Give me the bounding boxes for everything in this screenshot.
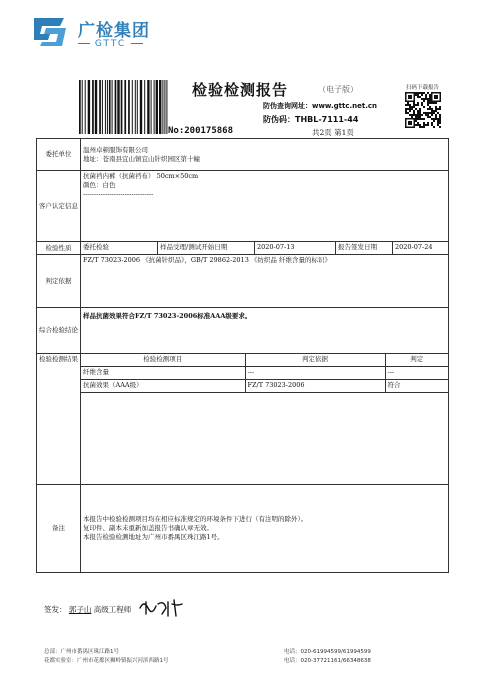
qr-module <box>439 122 441 124</box>
qr-module <box>431 112 433 114</box>
barcode-stripe <box>137 80 138 134</box>
qr-module <box>439 116 441 118</box>
barcode-stripe <box>140 80 142 134</box>
row-remarks <box>37 485 449 573</box>
barcode-stripe <box>128 80 130 134</box>
barcode-stripe <box>112 80 113 134</box>
qr-module <box>413 110 415 112</box>
anti-fake-site: 防伪查询网址：www.gttc.net.cn <box>263 102 377 110</box>
qr-module <box>419 92 421 94</box>
qr-module <box>417 96 419 98</box>
qr-module <box>425 94 427 96</box>
qr-module <box>433 120 435 122</box>
qr-module <box>435 118 437 120</box>
qr-module <box>427 114 429 116</box>
qr-module <box>429 112 431 114</box>
client-value: 温州卓顿服饰有限公司 地址：苍南县宜山镇宜山针织园区第十幢 <box>81 139 449 171</box>
qr-module <box>435 106 437 108</box>
qr-module <box>415 124 417 126</box>
qr-module <box>415 104 417 106</box>
qr-module <box>434 95 438 99</box>
qr-code[interactable] <box>405 92 441 128</box>
qr-module <box>417 94 419 96</box>
barcode-stripe <box>92 80 94 134</box>
results-table <box>81 354 448 393</box>
qr-module <box>421 94 423 96</box>
qr-module <box>411 108 413 110</box>
qr-module <box>409 114 411 116</box>
qr-module <box>417 114 419 116</box>
row-client <box>37 139 449 171</box>
page-count: 共2页 第1页 <box>312 128 354 137</box>
qr-module <box>423 106 425 108</box>
qr-module <box>411 116 413 118</box>
qr-module <box>439 120 441 122</box>
qr-module <box>421 126 423 128</box>
row-conclusion <box>37 308 449 354</box>
qr-module <box>431 110 433 112</box>
qr-module <box>421 92 423 94</box>
barcode-stripe <box>144 80 145 134</box>
qr-module <box>439 108 441 110</box>
qr-module <box>433 110 435 112</box>
qr-module <box>419 108 421 110</box>
signer-name: 郭子山 <box>68 605 92 614</box>
qr-module <box>405 108 407 110</box>
handwritten-signature <box>138 598 184 618</box>
barcode-stripe <box>147 80 149 134</box>
row-sample <box>37 171 449 242</box>
sample-value: 抗菌裆内裤（抗菌裆布） 50cm×50cm 颜色：白色 -------------------------------- <box>81 171 449 242</box>
qr-module <box>423 124 425 126</box>
qr-module <box>417 112 419 114</box>
logo-text: 广检集团 <box>78 21 150 41</box>
qr-module <box>435 108 437 110</box>
table-row: 抗菌效果（AAA级） FZ/T 73023-2006 符合 <box>81 380 448 393</box>
anti-fake-code: 防伪码：THBL-7111-44 <box>263 115 359 124</box>
qr-module <box>427 102 429 104</box>
qr-module <box>419 114 421 116</box>
qr-module <box>431 118 433 120</box>
qr-module <box>421 98 423 100</box>
barcode-stripe <box>121 80 123 134</box>
qr-module <box>411 114 413 116</box>
qr-module <box>407 112 409 114</box>
barcode-stripe <box>79 80 81 134</box>
qr-module <box>433 112 435 114</box>
qr-module <box>417 124 419 126</box>
barcode-stripe <box>154 80 155 134</box>
qr-module <box>419 124 421 126</box>
qr-module <box>409 110 411 112</box>
barcode-stripe <box>151 80 152 134</box>
qr-module <box>435 110 437 112</box>
qr-module <box>425 98 427 100</box>
qr-module <box>419 110 421 112</box>
qr-module <box>415 94 417 96</box>
qr-module <box>421 104 423 106</box>
qr-module <box>437 108 439 110</box>
qr-module <box>429 106 431 108</box>
qr-module <box>423 122 425 124</box>
qr-module <box>429 94 431 96</box>
qr-module <box>427 104 429 106</box>
qr-module <box>431 102 433 104</box>
qr-module <box>439 126 441 128</box>
barcode-stripe <box>162 80 163 134</box>
qr-module <box>429 96 431 98</box>
qr-module <box>439 118 441 120</box>
qr-module <box>429 108 431 110</box>
qr-module <box>417 102 419 104</box>
qr-module <box>425 114 427 116</box>
qr-module <box>423 92 425 94</box>
signature-line: 签发： 郭子山 高级工程师 <box>44 605 132 614</box>
qr-module <box>419 126 421 128</box>
qr-module <box>417 110 419 112</box>
qr-module <box>425 96 427 98</box>
conclusion-label: 综合检验结论 <box>37 308 81 354</box>
qr-module <box>425 124 427 126</box>
qr-module <box>423 100 425 102</box>
qr-module <box>427 108 429 110</box>
row-test-nature <box>37 242 449 255</box>
qr-module <box>413 102 415 104</box>
qr-module <box>413 106 415 108</box>
qr-module <box>415 92 417 94</box>
qr-module <box>411 106 413 108</box>
qr-module <box>419 112 421 114</box>
qr-module <box>405 112 407 114</box>
qr-module <box>433 126 435 128</box>
table-row: 纤维含量 --- --- <box>81 367 448 380</box>
qr-module <box>429 100 431 102</box>
qr-module <box>409 108 411 110</box>
qr-module <box>409 106 411 108</box>
results-header: 检验检测项目 判定依据 判定 <box>81 354 448 367</box>
barcode-stripe <box>159 80 161 134</box>
qr-module <box>413 114 415 116</box>
sample-label: 客户认定信息 <box>37 171 81 242</box>
barcode-stripe <box>115 80 117 134</box>
qr-module <box>407 102 409 104</box>
barcode-stripe <box>82 80 83 134</box>
qr-module <box>423 118 425 120</box>
basis-label: 判定依据 <box>37 255 81 308</box>
qr-module <box>425 112 427 114</box>
report-subtitle: （电子版） <box>318 85 358 94</box>
qr-label: 扫码下载报告 <box>406 85 440 91</box>
test-nature-label: 检验性质 <box>37 242 81 255</box>
barcode-stripe <box>135 80 136 134</box>
barcode-stripe <box>132 80 133 134</box>
barcode-stripe <box>107 80 108 134</box>
qr-module <box>437 112 439 114</box>
qr-module <box>431 122 433 124</box>
qr-module <box>419 96 421 98</box>
qr-module <box>408 121 412 125</box>
qr-module <box>417 122 419 124</box>
barcode-stripe <box>85 80 86 134</box>
report-table <box>36 138 449 573</box>
barcode <box>78 80 170 134</box>
barcode-stripe <box>124 80 126 134</box>
signer-title: 高级工程师 <box>93 605 132 614</box>
qr-module <box>417 116 419 118</box>
report-title: 检验检测报告 <box>192 81 289 99</box>
qr-module <box>419 118 421 120</box>
qr-module <box>427 116 429 118</box>
qr-module <box>423 126 425 128</box>
issue-date: 2020-07-24 <box>393 242 449 254</box>
qr-module <box>429 102 431 104</box>
qr-module <box>427 92 429 94</box>
barcode-stripe <box>95 80 97 134</box>
conclusion-value: 样品抗菌效果符合FZ/T 73023-2006标准AAA级要求。 <box>81 308 449 354</box>
qr-module <box>413 112 415 114</box>
qr-module <box>427 122 429 124</box>
qr-module <box>415 116 417 118</box>
qr-module <box>419 116 421 118</box>
qr-module <box>429 98 431 100</box>
qr-module <box>417 92 419 94</box>
barcode-stripe <box>105 80 106 134</box>
qr-module <box>431 124 433 126</box>
test-nature-value: 委托检验 <box>81 242 158 254</box>
qr-module <box>435 114 437 116</box>
qr-module <box>435 102 437 104</box>
qr-module <box>417 118 419 120</box>
qr-module <box>437 124 439 126</box>
remarks-label: 备注 <box>37 485 81 573</box>
barcode-stripe <box>102 80 103 134</box>
qr-module <box>417 104 419 106</box>
footer-branch: 花都实验室：广州市花都区狮岭镇振兴河滨西路1号 <box>44 658 169 664</box>
remarks-value: 本报告中检验检测项目均在相应标准规定的环境条件下进行（有注明的除外）。 复印件、副本未重新加盖报告书确认章无效。 本报告检验检测地址为广州市番禺区珠江路1号。 <box>81 485 449 573</box>
qr-module <box>429 116 431 118</box>
logo-en: GTTC <box>78 39 143 49</box>
qr-module <box>407 108 409 110</box>
basis-value: FZ/T 73023-2006 《抗菌针织品》，GB/T 29862-2013 《纺织品 纤维含量的标识》 <box>81 255 449 308</box>
qr-module <box>433 102 435 104</box>
qr-module <box>435 116 437 118</box>
results-label: 检验检测结果 <box>37 354 81 485</box>
qr-module <box>408 95 412 99</box>
gttc-logo-icon <box>30 14 68 50</box>
barcode-stripe <box>109 80 111 134</box>
qr-module <box>423 112 425 114</box>
barcode-stripe <box>164 80 165 134</box>
barcode-stripe <box>99 80 101 134</box>
qr-module <box>427 112 429 114</box>
qr-module <box>437 122 439 124</box>
qr-module <box>439 106 441 108</box>
qr-module <box>433 118 435 120</box>
qr-module <box>407 104 409 106</box>
qr-module <box>413 104 415 106</box>
row-results <box>37 354 449 485</box>
issue-date-label: 报告签发日期 <box>336 242 393 254</box>
test-date-label: 样品受理/测试开始日期 <box>158 242 255 254</box>
barcode-stripe <box>88 80 90 134</box>
qr-module <box>415 108 417 110</box>
qr-module <box>421 102 423 104</box>
qr-module <box>431 114 433 116</box>
qr-module <box>431 108 433 110</box>
footer-hq-tel: 电话：020-61994599/61994599 <box>284 649 371 655</box>
qr-module <box>405 104 407 106</box>
qr-module <box>415 114 417 116</box>
barcode-stripe <box>156 80 158 134</box>
qr-module <box>437 120 439 122</box>
qr-module <box>415 120 417 122</box>
test-date: 2020-07-13 <box>255 242 336 254</box>
qr-module <box>409 104 411 106</box>
qr-module <box>427 98 429 100</box>
qr-module <box>427 100 429 102</box>
qr-module <box>437 118 439 120</box>
footer-hq: 总部：广州市番禺区珠江路1号 <box>44 649 120 655</box>
qr-module <box>421 114 423 116</box>
qr-module <box>405 110 407 112</box>
qr-module <box>427 124 429 126</box>
client-label: 委托单位 <box>37 139 81 171</box>
report-number: No:200175868 <box>168 126 234 136</box>
qr-module <box>423 98 425 100</box>
barcode-stripe <box>117 80 119 134</box>
qr-module <box>439 114 441 116</box>
qr-module <box>421 118 423 120</box>
row-basis <box>37 255 449 308</box>
qr-module <box>415 118 417 120</box>
footer-branch-tel: 电话：020-37721161/66348638 <box>284 658 371 664</box>
